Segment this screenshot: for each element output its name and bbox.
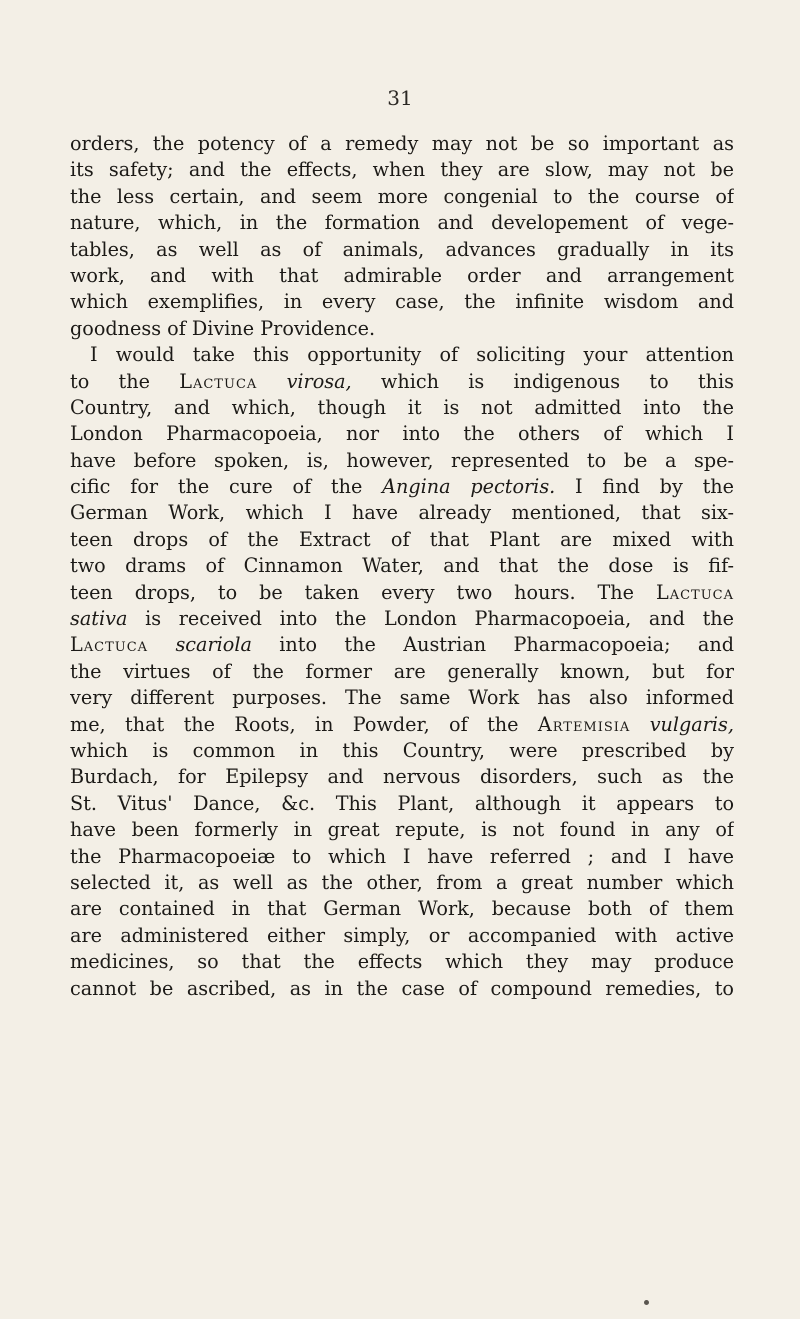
- species-name: vulgaris,: [649, 712, 734, 736]
- text-line: the less certain, and seem more congenial to the course of: [70, 184, 734, 208]
- text-line: nature, which, in the formation and developement of vege-: [70, 211, 734, 235]
- text-line: two drams of Cinnamon Water, and that the dose is fif-: [70, 554, 734, 578]
- page-number: 31: [387, 86, 413, 110]
- text-line: its safety; and the effects, when they are slow, may not be: [70, 158, 734, 182]
- text-line: goodness of Divine Providence.: [70, 316, 376, 340]
- text-line: London Pharmacopoeia, nor into the others of which I: [70, 422, 734, 446]
- text-line: very different purposes. The same Work has also informed: [70, 686, 734, 710]
- text-line: Country, and which, though it is not admitted into the: [70, 395, 734, 419]
- text-span: [148, 633, 175, 656]
- text-span: [630, 713, 649, 736]
- text-span: teen drops, to be taken every two hours. The: [70, 580, 656, 604]
- text-line: Burdach, for Epilepsy and nervous disorders, such as the: [70, 765, 734, 789]
- print-mark: [644, 1300, 649, 1305]
- species-name: virosa,: [286, 369, 352, 393]
- text-line: [70, 632, 734, 658]
- species-name: scariola: [175, 633, 252, 657]
- text-span: I find by the: [555, 475, 734, 499]
- text-line: teen drops of the Extract of that Plant are mixed with: [70, 527, 734, 551]
- text-line: [70, 369, 734, 395]
- disease-name: Angina pectoris.: [382, 475, 556, 499]
- text-line: [70, 712, 734, 738]
- text-span: is received into the London Pharmacopoeia, and the: [127, 607, 734, 631]
- text-line: [70, 580, 734, 606]
- text-line: are contained in that German Work, because both of them: [70, 897, 734, 921]
- text-span: me, that the Roots, in Powder, of the: [70, 712, 538, 736]
- text-line: medicines, so that the effects which they may produce: [70, 950, 734, 974]
- text-line: cannot be ascribed, as in the case of compound remedies, to: [70, 976, 734, 1000]
- text-line: the Pharmacopoeiæ to which I have referred ; and I have: [70, 844, 734, 868]
- text-line: which is common in this Country, were prescribed by: [70, 738, 734, 762]
- text-span: [257, 370, 286, 393]
- text-line: selected it, as well as the other, from a great number which: [70, 870, 734, 894]
- text-line: [70, 474, 734, 500]
- text-line: the virtues of the former are generally known, but for: [70, 659, 734, 683]
- text-line: orders, the potency of a remedy may not be so important as: [70, 132, 734, 155]
- text-line: tables, as well as of animals, advances gradually in its: [70, 237, 734, 261]
- text-line: [70, 606, 734, 632]
- text-span: cific for the cure of the: [70, 475, 383, 499]
- text-span: to the: [70, 369, 180, 393]
- genus-name: Lactuca: [179, 369, 258, 393]
- species-name: sativa: [70, 607, 128, 631]
- text-line: St. Vitus' Dance, &c. This Plant, although it appears to: [70, 791, 734, 815]
- text-line: are administered either simply, or accompanied with active: [70, 923, 734, 947]
- text-span: which is indigenous to this: [351, 369, 734, 393]
- genus-name: Artemisia: [537, 712, 631, 736]
- text-line: which exemplifies, in every case, the infinite wisdom and: [70, 290, 734, 314]
- genus-name: Lactuca: [70, 633, 149, 657]
- text-line: have before spoken, is, however, represented to be a spe-: [70, 448, 734, 472]
- genus-name: Lactuca: [655, 580, 734, 604]
- text-line: I would take this opportunity of soliciting your attention: [90, 343, 734, 367]
- body-text: [70, 131, 734, 1002]
- text-span: into the Austrian Pharmacopoeia; and: [251, 633, 734, 657]
- text-line: German Work, which I have already mentioned, that six-: [70, 501, 734, 525]
- text-line: have been formerly in great repute, is not found in any of: [70, 818, 734, 842]
- text-line: work, and with that admirable order and arrangement: [70, 263, 734, 287]
